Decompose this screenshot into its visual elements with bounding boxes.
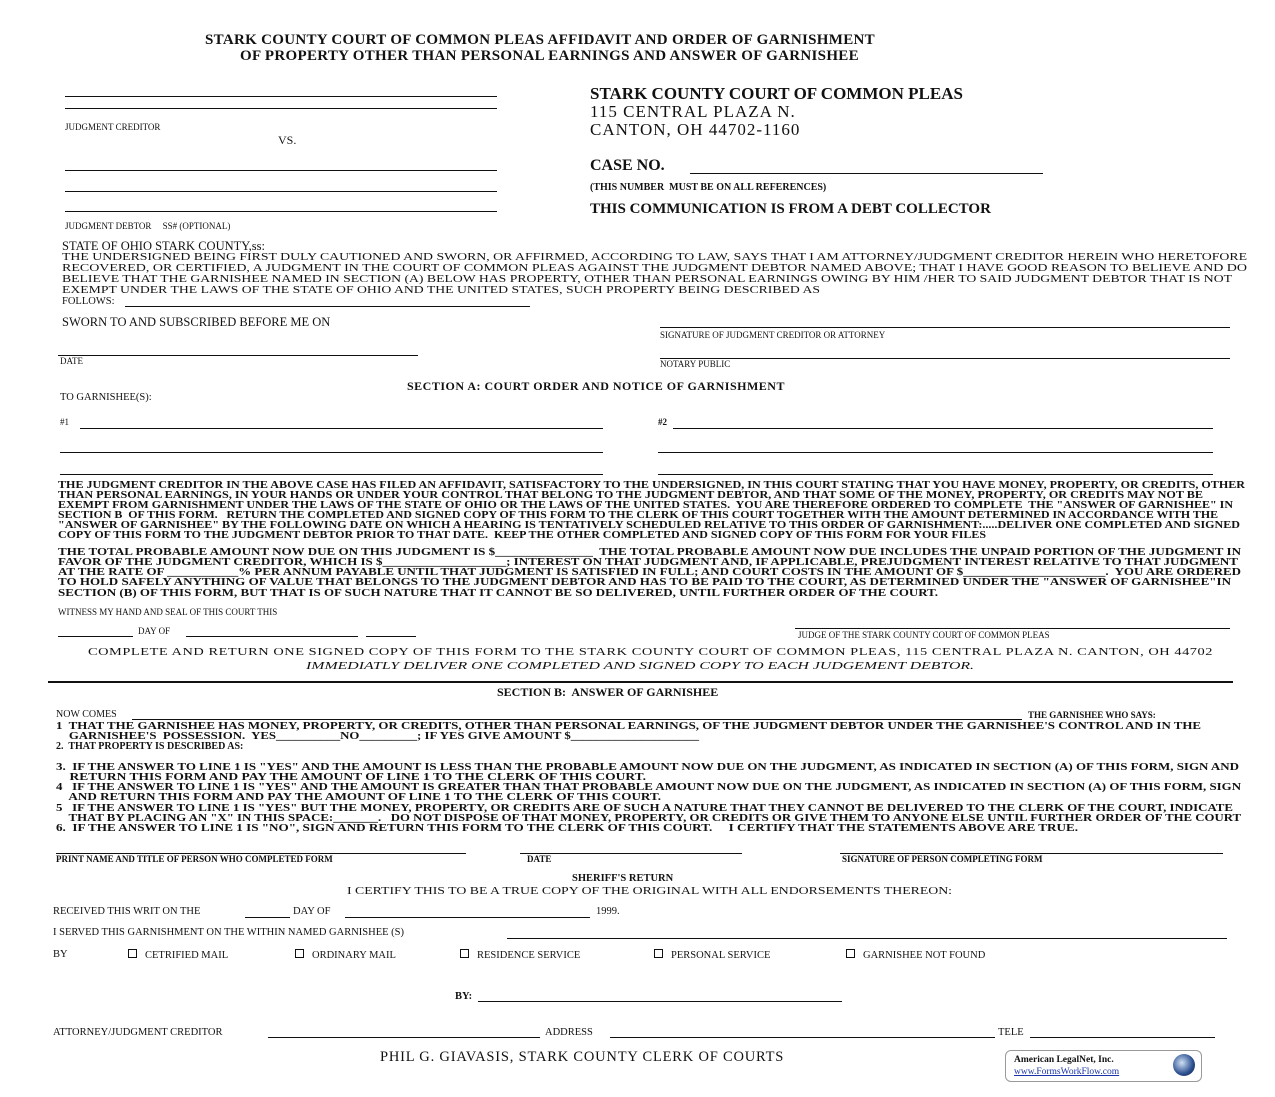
checkbox-icon[interactable] bbox=[295, 949, 304, 958]
tele-label: TELE bbox=[998, 1027, 1024, 1038]
residence-service-label: RESIDENCE SERVICE bbox=[477, 950, 581, 961]
logo-company-name: American LegalNet, Inc. bbox=[1014, 1055, 1114, 1065]
witness-day-field[interactable] bbox=[58, 636, 133, 637]
amount-line: SECTION (B) OF THIS FORM, BUT THAT IS OF SUCH NATURE THAT IT CANNOT BE SO DELIVERED, UNTIL FURTHER ORDER OF THE COURT. bbox=[58, 588, 938, 599]
garnishee-2-field-2[interactable] bbox=[658, 452, 1213, 453]
sworn-statement: SWORN TO AND SUBSCRIBED BEFORE ME ON bbox=[62, 315, 331, 329]
tele-field[interactable] bbox=[1030, 1037, 1215, 1038]
witness-month-field[interactable] bbox=[186, 636, 358, 637]
served-garnishee-field[interactable] bbox=[507, 938, 1227, 939]
form-title-line-2: OF PROPERTY OTHER THAN PERSONAL EARNINGS AND ANSWER OF GARNISHEE bbox=[240, 48, 859, 64]
garnishee-name-field[interactable] bbox=[132, 719, 1022, 720]
affidavit-line: THE UNDERSIGNED BEING FIRST DULY CAUTIONED AND SWORN, OR AFFIRMED, ACCORDING TO LAW, SAYS THAT I AM ATTORNEY/JUDGMENT CREDITOR HEREIN WHO HERETOFORE bbox=[62, 252, 1247, 263]
garnishee-2-label: #2 bbox=[658, 417, 667, 427]
checkbox-ordinary-mail[interactable] bbox=[295, 949, 396, 962]
notice-line: THE JUDGMENT CREDITOR IN THE ABOVE CASE HAS FILED AN AFFIDAVIT, SATISFACTORY TO THE UNDERSIGNED, IN THIS COURT STATING THAT YOU HAVE MONEY, PROPERTY, OR CREDITS, OTHER bbox=[58, 480, 1245, 491]
answer-date-label: DATE bbox=[527, 854, 552, 864]
garnishee-1-field-3[interactable] bbox=[60, 474, 603, 475]
judgment-creditor-label: JUDGMENT CREDITOR bbox=[65, 122, 161, 132]
garnishee-2-field-3[interactable] bbox=[658, 474, 1213, 475]
court-address-2: CANTON, OH 44702-1160 bbox=[590, 120, 801, 139]
clerk-of-courts: PHIL G. GIAVASIS, STARK COUNTY CLERK OF COURTS bbox=[380, 1049, 785, 1065]
form-title-line-1: STARK COUNTY COURT OF COMMON PLEAS AFFIDAVIT AND ORDER OF GARNISHMENT bbox=[205, 32, 875, 48]
section-divider bbox=[48, 681, 1233, 683]
garnishee-1-label: #1 bbox=[60, 417, 69, 427]
answer-line: 5 IF THE ANSWER TO LINE 1 IS "YES" BUT THE MONEY, PROPERTY, OR CREDITS ARE OF SUCH A NATURE THAT THEY CANNOT BE DELIVERED TO THE CLERK OF THE COURT, INDICATE bbox=[56, 803, 1233, 814]
american-legalnet-logo[interactable] bbox=[1005, 1050, 1202, 1082]
ordinary-mail-label: ORDINARY MAIL bbox=[312, 950, 396, 961]
notary-signature-field[interactable] bbox=[660, 358, 1230, 359]
section-b-heading: SECTION B: ANSWER OF GARNISHEE bbox=[497, 685, 719, 699]
garnishee-1-field-2[interactable] bbox=[60, 452, 603, 453]
attorney-label: ATTORNEY/JUDGMENT CREDITOR bbox=[53, 1027, 223, 1038]
answer-date-field[interactable] bbox=[520, 853, 742, 854]
sheriff-signature-field[interactable] bbox=[478, 1001, 842, 1002]
received-month-field[interactable] bbox=[345, 917, 590, 918]
address-label: ADDRESS bbox=[545, 1027, 593, 1038]
garnishee-2-field[interactable] bbox=[673, 428, 1213, 429]
creditor-signature-field[interactable] bbox=[660, 327, 1230, 328]
answer-line: 4 IF THE ANSWER TO LINE 1 IS "YES" AND THE AMOUNT IS GREATER THAN THAT PROBABLE AMOUNT NOW DUE ON THE JUDGMENT, AS INDICATED IN SECTION (A) OF THIS FORM, SIGN bbox=[56, 782, 1241, 793]
answer-line: THAT BY PLACING AN "X" IN THIS SPACE:_______. DO NOT DISPOSE OF THAT MONEY, PROPERTY, OR CREDITS OR GIVE THEM TO ANYONE ELSE UNTIL FURTHER ORDER OF THE COURT bbox=[56, 813, 1241, 824]
affidavit-line: RECOVERED, OR CERTIFIED, A JUDGMENT IN THE COURT OF COMMON PLEAS AGAINST THE JUDGMENT DEBTOR NAMED ABOVE; THAT I HAVE GOOD REASON TO BELIEVE AND DO bbox=[62, 263, 1247, 274]
deliver-instruction: IMMEDIATLY DELIVER ONE COMPLETED AND SIGNED COPY TO EACH JUDGEMENT DEBTOR. bbox=[306, 661, 974, 672]
received-label: RECEIVED THIS WRIT ON THE bbox=[53, 906, 201, 917]
section-a-heading: SECTION A: COURT ORDER AND NOTICE OF GARNISHMENT bbox=[407, 379, 785, 393]
sworn-date-field[interactable] bbox=[58, 355, 418, 356]
personal-service-label: PERSONAL SERVICE bbox=[671, 950, 771, 961]
amount-line: AT THE RATE OF ___________% PER ANNUM PAYABLE UNTIL THAT JUDGMENT IS SATISFIED IN FULL; AND COURT COSTS IN THE AMOUNT OF $______________________. YOU ARE ORDERED bbox=[58, 567, 1241, 578]
checkbox-icon[interactable] bbox=[460, 949, 469, 958]
creditor-signature-label: SIGNATURE OF JUDGMENT CREDITOR OR ATTORNEY bbox=[660, 330, 886, 340]
received-year: 1999. bbox=[596, 906, 620, 917]
answer-line: 2. THAT PROPERTY IS DESCRIBED AS: bbox=[56, 741, 244, 752]
received-date-field[interactable] bbox=[245, 917, 290, 918]
property-description-field[interactable] bbox=[125, 306, 530, 307]
answer-signature-label: SIGNATURE OF PERSON COMPLETING FORM bbox=[842, 854, 1043, 864]
checkbox-icon[interactable] bbox=[846, 949, 855, 958]
notice-line: SECTION B OF THIS FORM. RETURN THE COMPLETED AND SIGNED COPY OF THIS FORM TO THE CLERK OF THIS COURT TOGETHER WITH THE AMOUNT DETERMINED IN ACCORDANCE WITH THE bbox=[58, 510, 1218, 521]
notice-line: EXEMPT FROM GARNISHMENT UNDER THE LAWS OF THE STATE OF OHIO OR THE LAWS OF THE UNITED STATES. YOU ARE THEREFORE ORDERED TO COMPLETE THE "ANSWER OF GARNISHEE" IN bbox=[58, 500, 1233, 511]
judge-signature-field[interactable] bbox=[795, 628, 1230, 629]
venue-statement: STATE OF OHIO STARK COUNTY,ss: bbox=[62, 239, 265, 253]
day-of-label: DAY OF bbox=[138, 626, 171, 636]
debtor-line-3[interactable] bbox=[65, 211, 497, 212]
service-by-label: BY bbox=[53, 949, 68, 960]
answer-line: 6. IF THE ANSWER TO LINE 1 IS "NO", SIGN AND RETURN THIS FORM TO THE CLERK OF THIS COURT. I CERTIFY THAT THE STATEMENTS ABOVE ARE TRUE. bbox=[56, 823, 1078, 834]
reference-note: (THIS NUMBER MUST BE ON ALL REFERENCES) bbox=[590, 182, 827, 193]
case-no-field[interactable] bbox=[690, 173, 1043, 174]
judgment-debtor-label: JUDGMENT DEBTOR SS# (OPTIONAL) bbox=[65, 221, 231, 231]
court-name: STARK COUNTY COURT OF COMMON PLEAS bbox=[590, 84, 963, 103]
amount-line: TO HOLD SAFELY ANYTHING OF VALUE THAT BELONGS TO THE JUDGMENT DEBTOR AND HAS TO BE PAID TO THE COURT, AS DETERMINED UNDER THE "ANSWER OF GARNISHEE"IN bbox=[58, 577, 1231, 588]
sheriff-certify-statement: I CERTIFY THIS TO BE A TRUE COPY OF THE ORIGINAL WITH ALL ENDORSEMENTS THEREON: bbox=[347, 886, 952, 897]
debtor-line-1[interactable] bbox=[65, 170, 497, 171]
certified-mail-label: CETRIFIED MAIL bbox=[145, 950, 229, 961]
garnishee-says-label: THE GARNISHEE WHO SAYS: bbox=[1028, 710, 1156, 720]
date-label: DATE bbox=[60, 356, 83, 366]
address-field[interactable] bbox=[610, 1037, 995, 1038]
answer-line: RETURN THIS FORM AND PAY THE AMOUNT OF LINE 1 TO THE CLERK OF THIS COURT. bbox=[56, 772, 646, 783]
return-instruction: COMPLETE AND RETURN ONE SIGNED COPY OF THIS FORM TO THE STARK COUNTY COURT OF COMMON PLEAS, 115 CENTRAL PLAZA N. CANTON, OH 44702 bbox=[88, 647, 1213, 658]
follows-label: FOLLOWS: bbox=[62, 296, 115, 307]
checkbox-certified-mail[interactable] bbox=[128, 949, 228, 962]
attorney-field[interactable] bbox=[268, 1037, 540, 1038]
case-no-label: CASE NO. bbox=[590, 157, 665, 174]
versus-label: VS. bbox=[278, 133, 297, 147]
checkbox-icon[interactable] bbox=[128, 949, 137, 958]
received-day-of-label: DAY OF bbox=[293, 906, 331, 917]
checkbox-residence-service[interactable] bbox=[460, 949, 580, 962]
now-comes-label: NOW COMES bbox=[56, 709, 117, 720]
served-statement: I SERVED THIS GARNISHMENT ON THE WITHIN NAMED GARNISHEE (S) bbox=[53, 927, 404, 938]
amount-line: THE TOTAL PROBABLE AMOUNT NOW DUE ON THIS JUDGMENT IS $_______________ THE TOTAL PROBABLE AMOUNT NOW DUE INCLUDES THE UNPAID PORTION OF THE JUDGMENT IN bbox=[58, 547, 1241, 558]
creditor-line-2[interactable] bbox=[65, 108, 497, 109]
court-address-1: 115 CENTRAL PLAZA N. bbox=[590, 102, 796, 121]
checkbox-personal-service[interactable] bbox=[654, 949, 770, 962]
witness-year-field[interactable] bbox=[366, 636, 416, 637]
notice-line: COPY OF THIS FORM TO THE JUDGMENT DEBTOR PRIOR TO THAT DATE. KEEP THE OTHER COMPLETED AND SIGNED COPY OF THIS FORM FOR YOUR FILES bbox=[58, 530, 986, 541]
checkbox-garnishee-not-found[interactable] bbox=[846, 949, 985, 962]
amount-line: FAVOR OF THE JUDGMENT CREDITOR, WHICH IS $___________________; INTEREST ON THAT JUDGMENT AND, IF APPLICABLE, PREJUDGMENT INTEREST RELATIVE TO THAT JUDGMENT bbox=[58, 557, 1238, 568]
garnishee-not-found-label: GARNISHEE NOT FOUND bbox=[863, 950, 986, 961]
affidavit-line: BELIEVE THAT THE GARNISHEE NAMED IN SECTION (A) BELOW HAS PROPERTY, OTHER THAN PERSONAL EARNINGS OWING BY HIM /HER TO SAID JUDGMENT DEBTOR THAT IS NOT bbox=[62, 274, 1232, 285]
affidavit-line: EXEMPT UNDER THE LAWS OF THE STATE OF OHIO AND THE UNITED STATES, SUCH PROPERTY BEING DESCRIBED AS bbox=[62, 285, 820, 296]
answer-line: 3. IF THE ANSWER TO LINE 1 IS "YES" AND THE AMOUNT IS LESS THAN THE PROBABLE AMOUNT NOW DUE ON THE JUDGMENT, AS INDICATED IN SECTION (A) OF THIS FORM, SIGN AND bbox=[56, 762, 1239, 773]
debtor-line-2[interactable] bbox=[65, 191, 497, 192]
notice-line: "ANSWER OF GARNISHEE" BY THE FOLLOWING DATE ON WHICH A HEARING IS TENTATIVELY SCHEDULED RELATIVE TO THIS ORDER OF GARNISHMENT:.....DELIVER ONE COMPLETED AND SIGNED bbox=[58, 520, 1240, 531]
notice-line: THAN PERSONAL EARNINGS, IN YOUR HANDS OR UNDER YOUR CONTROL THAT BELONG TO THE JUDGMENT DEBTOR, AND THAT SOME OF THE MONEY, PROPERTY, OR CREDITS MAY NOT BE bbox=[58, 490, 1203, 501]
garnishee-1-field[interactable] bbox=[80, 428, 603, 429]
logo-website-link[interactable]: www.FormsWorkFlow.com bbox=[1014, 1067, 1120, 1077]
notary-public-label: NOTARY PUBLIC bbox=[660, 359, 731, 369]
witness-statement: WITNESS MY HAND AND SEAL OF THIS COURT THIS bbox=[58, 607, 278, 617]
globe-icon bbox=[1173, 1054, 1195, 1076]
to-garnishee-label: TO GARNISHEE(S): bbox=[60, 392, 152, 403]
answer-line: GARNISHEE'S POSSESSION. YES__________NO_________; IF YES GIVE AMOUNT $____________________ bbox=[56, 731, 699, 742]
debt-collector-notice: THIS COMMUNICATION IS FROM A DEBT COLLECTOR bbox=[590, 201, 991, 217]
answer-line: AND RETURN THIS FORM AND PAY THE AMOUNT OF LINE 1 TO THE CLERK OF THIS COURT. bbox=[56, 792, 661, 803]
judge-label: JUDGE OF THE STARK COUNTY COURT OF COMMON PLEAS bbox=[798, 630, 1050, 640]
sheriff-by-label: BY: bbox=[455, 991, 473, 1002]
answer-line: 1 THAT THE GARNISHEE HAS MONEY, PROPERTY, OR CREDITS, OTHER THAN PERSONAL EARNINGS, OF THE JUDGMENT DEBTOR UNDER THE GARNISHEE'S CONTROL AND IN THE bbox=[56, 721, 1201, 732]
checkbox-icon[interactable] bbox=[654, 949, 663, 958]
print-name-label: PRINT NAME AND TITLE OF PERSON WHO COMPLETED FORM bbox=[56, 854, 333, 864]
creditor-line-1[interactable] bbox=[65, 96, 497, 97]
sheriffs-return-heading: SHERIFF'S RETURN bbox=[572, 873, 674, 884]
